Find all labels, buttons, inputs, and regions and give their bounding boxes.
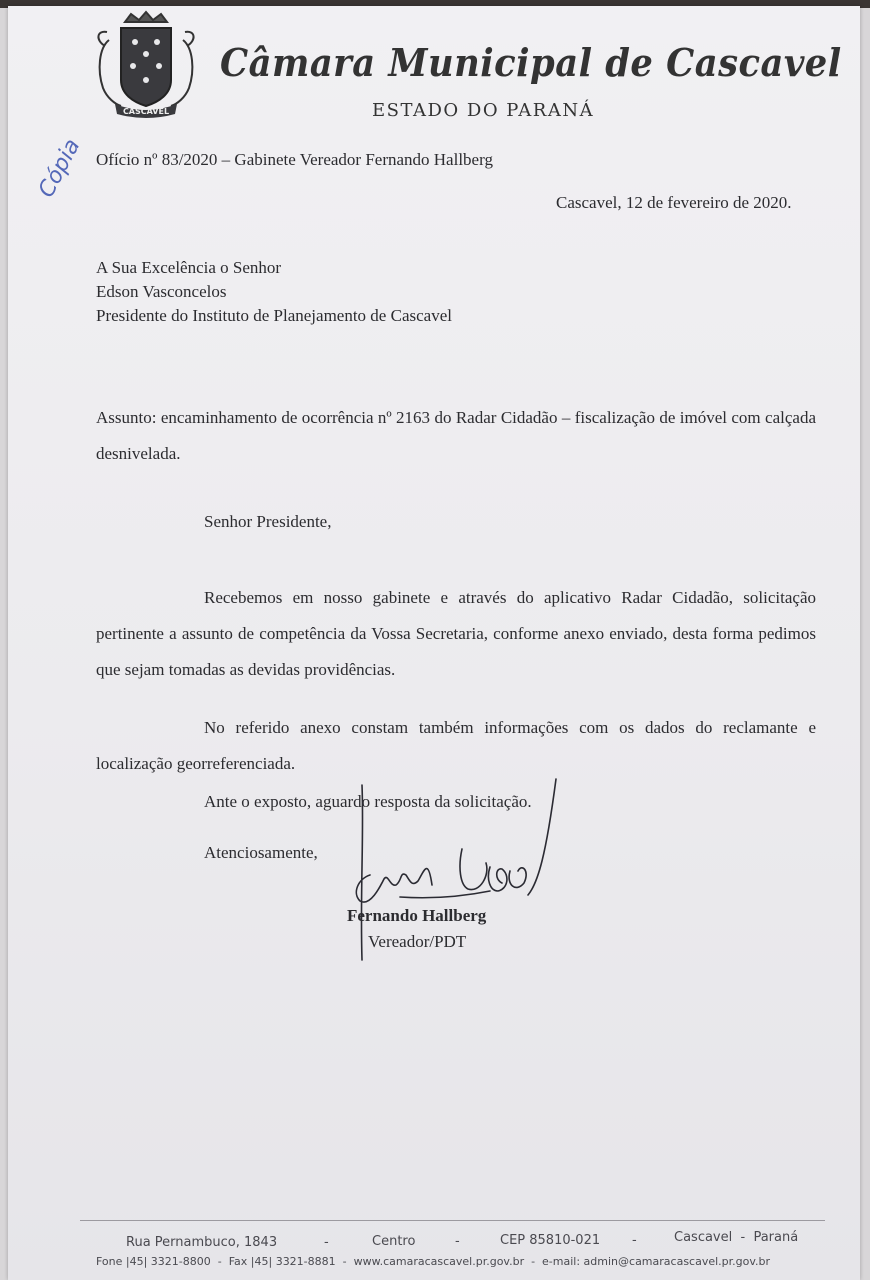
recipient-title: Presidente do Instituto de Planejamento de Cascavel	[96, 306, 452, 325]
signer-name: Fernando Hallberg	[347, 906, 487, 925]
body-paragraph-1: Recebemos em nosso gabinete e através do aplicativo Radar Cidadão, solicitação pertinente a assunto de competência da Vossa Secretaria, conforme anexo enviado, desta forma pedimos que sejam tomadas as devidas providências.	[96, 588, 816, 679]
salutation: Senhor Presidente,	[204, 512, 332, 531]
footer-separator: -	[632, 1233, 637, 1248]
footer-separator: -	[455, 1234, 460, 1249]
coat-of-arms-icon	[95, 10, 197, 120]
letter-reference: Ofício nº 83/2020 – Gabinete Vereador Fernando Hallberg	[96, 150, 493, 169]
recipient-name: Edson Vasconcelos	[96, 282, 227, 301]
recipient-line-1: A Sua Excelência o Senhor	[96, 258, 282, 277]
closing-statement: Ante o exposto, aguardo resposta da solicitação.	[204, 792, 532, 811]
footer-divider	[80, 1220, 825, 1221]
footer-district: Centro	[372, 1234, 416, 1249]
footer-city: Cascavel - Paraná	[674, 1230, 799, 1245]
institution-title: Câmara Municipal de Cascavel	[220, 40, 842, 85]
footer-street: Rua Pernambuco, 1843	[126, 1235, 278, 1250]
closing: Atenciosamente,	[204, 843, 318, 862]
crest-label: CASCAVEL	[122, 107, 170, 116]
footer-cep: CEP 85810-021	[500, 1233, 601, 1248]
place-date: Cascavel, 12 de fevereiro de 2020.	[556, 193, 792, 212]
state-subtitle: ESTADO DO PARANÁ	[372, 100, 595, 121]
handwritten-annotation: Cópia	[34, 134, 86, 202]
footer-contacts: Fone |45| 3321-8800 - Fax |45| 3321-8881 - www.camaracascavel.pr.gov.br - e-mail: admin@camaracascavel.pr.gov.br	[96, 1255, 771, 1268]
body-paragraph-2: No referido anexo constam também informações com os dados do reclamante e localização georreferenciada.	[96, 718, 816, 773]
letter-subject: Assunto: encaminhamento de ocorrência nº 2163 do Radar Cidadão – fiscalização de imóvel com calçada desnivelada.	[96, 408, 816, 463]
signer-role: Vereador/PDT	[368, 932, 467, 951]
footer-separator: -	[324, 1235, 329, 1250]
